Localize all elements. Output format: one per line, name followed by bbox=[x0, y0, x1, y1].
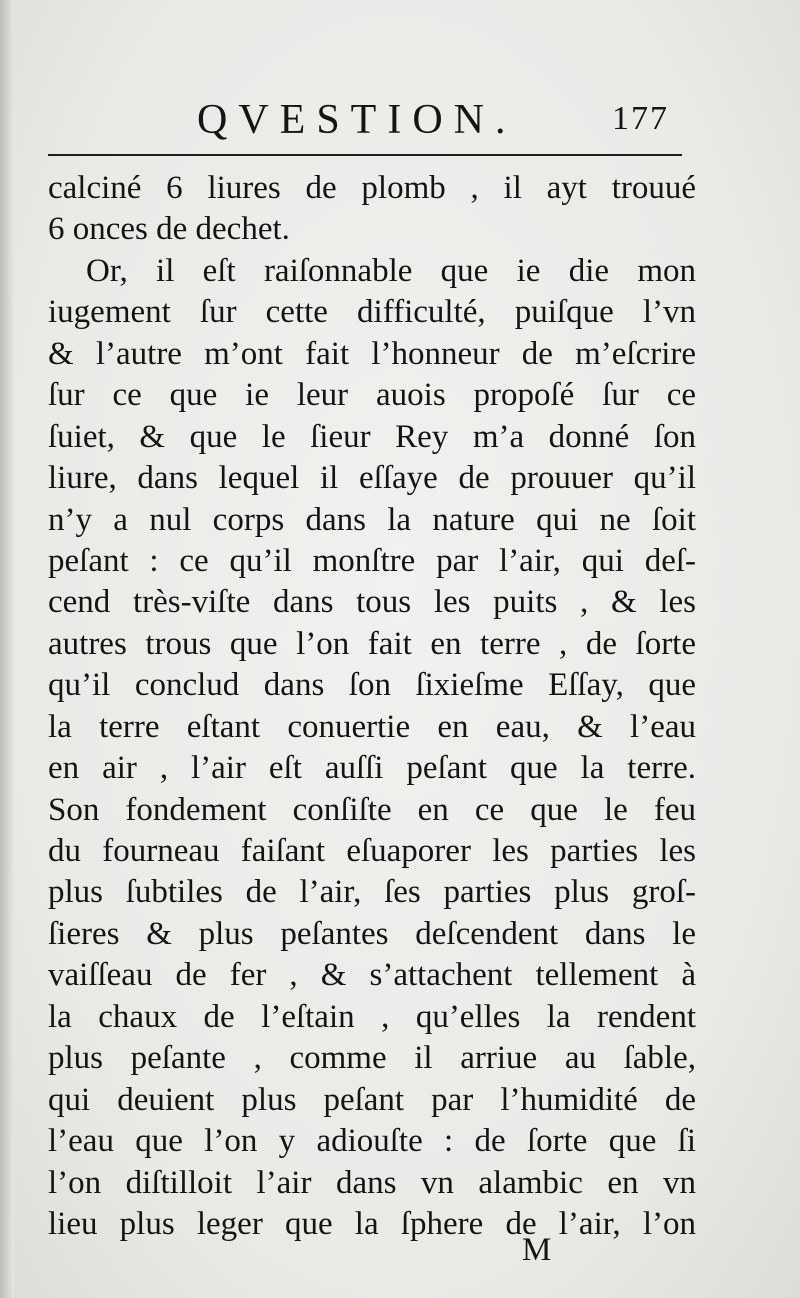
body-text bbox=[48, 168, 696, 1245]
page-edge-shadow bbox=[0, 0, 14, 1298]
text-line: 6 onces de dechet. bbox=[48, 211, 290, 248]
signature-mark: M bbox=[522, 1232, 552, 1268]
text-line: la terre eſtant conuertie en eau, & l’eau bbox=[48, 708, 696, 745]
text-line: la chaux de l’eſtain , qu’elles la rendent bbox=[48, 998, 696, 1035]
text-line: lieu plus leger que la ſphere de l’air, l’on bbox=[48, 1205, 696, 1242]
text-line: Or, il eſt raiſonnable que ie die mon bbox=[86, 252, 696, 289]
text-line: & l’autre m’ont fait l’honneur de m’eſcrire bbox=[48, 335, 696, 372]
text-line: plus ſubtiles de l’air, ſes parties plus groſ- bbox=[48, 874, 696, 911]
text-line: calciné 6 liures de plomb , il ayt trouué bbox=[48, 170, 696, 206]
header-rule bbox=[48, 154, 682, 156]
text-line: cend très-viſte dans tous les puits , & les bbox=[48, 584, 696, 621]
text-line: l’on diſtilloit l’air dans vn alambic en vn bbox=[48, 1164, 696, 1201]
text-line: plus peſante , comme il arriue au ſable, bbox=[48, 1040, 696, 1077]
text-line: iugement ſur cette difficulté, puiſque l’vn bbox=[48, 294, 696, 331]
page-number: 177 bbox=[612, 100, 669, 137]
text-line: qu’il conclud dans ſon ſixieſme Eſſay, que bbox=[48, 667, 696, 704]
text-line: du fourneau faiſant eſuaporer les parties les bbox=[48, 833, 696, 869]
text-line: n’y a nul corps dans la nature qui ne ſoit bbox=[48, 501, 696, 538]
text-line: qui deuient plus peſant par l’humidité de bbox=[48, 1081, 696, 1118]
text-line: ſieres & plus peſantes deſcendent dans le bbox=[48, 915, 696, 952]
text-line: vaiſſeau de fer , & s’attachent tellement à bbox=[48, 957, 696, 994]
text-line: l’eau que l’on y adiouſte : de ſorte que ſi bbox=[48, 1123, 696, 1160]
text-line: ſuiet, & que le ſieur Rey m’a donné ſon bbox=[48, 418, 696, 455]
text-line: peſant : ce qu’il monſtre par l’air, qui deſ- bbox=[48, 542, 696, 579]
text-line: liure, dans lequel il eſſaye de prouuer qu’il bbox=[48, 460, 696, 497]
text-line: autres trous que l’on fait en terre , de ſorte bbox=[48, 625, 696, 662]
running-head: QVESTION. bbox=[197, 97, 517, 143]
page-header bbox=[0, 96, 800, 148]
text-line: ſur ce que ie leur auois propoſé ſur ce bbox=[48, 377, 696, 414]
text-line: en air , l’air eſt auſſi peſant que la terre. bbox=[48, 750, 696, 787]
text-line: Son fondement conſiſte en ce que le feu bbox=[48, 791, 696, 828]
